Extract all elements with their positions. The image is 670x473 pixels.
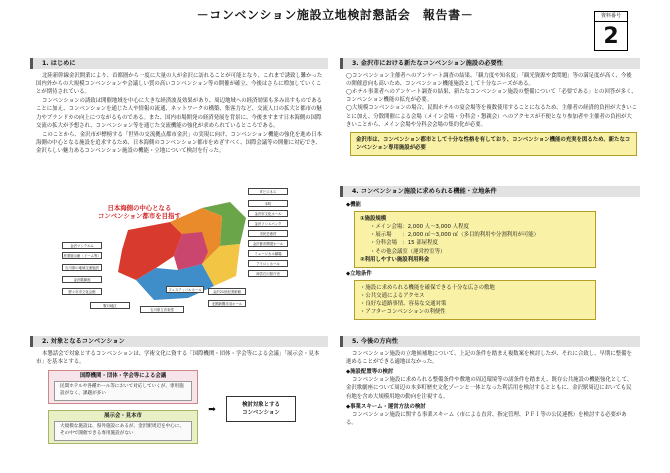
- map-label: 鞍月地区: [90, 302, 130, 309]
- target-convention-box: 検討対象とする コンベンション: [226, 396, 296, 422]
- facility-box: [354, 211, 596, 268]
- s3-item: ◯ホテル事業者へのアンケート調査の結果、新たなコンベンション施設の整備について「必要である」との回答が多く、コンベンション機能の拡充が必要。: [346, 89, 637, 104]
- map-label: 金沢歌劇座: [62, 276, 102, 283]
- map-label: ミュージカル劇場: [248, 250, 288, 257]
- s1-paragraph: このことから、金沢市が標榜する「世界の交流拠点都市金沢」の実現に向け、コンベンション機能の強化を進め日本海側の中心となる施設を追求するため、日本海側のコンベンション都市をめざすべく、国際会議等の開催に対応でき、金沢らしい魅力あるコンベンション施設の機能・立地について検討を行った。: [36, 131, 322, 154]
- map-label: 金沢都市開発ホール: [248, 240, 288, 247]
- location-item: ・良好な道路事情、容易な交通対策: [360, 301, 447, 308]
- s1-paragraph: 北陸新幹線金沢開業により、首都圏から一度に大量の人が金沢に訪れることが可能となり、これまで誘致し難かった国内外からの大規模コンベンションや会議しい質の高いコンベンション等の開催が確立、今後はさらに増加していくことが期待されている。: [36, 73, 323, 96]
- facility-scale-label: ①施設規模: [360, 216, 387, 223]
- section-4-title: 4. コンベンション施設に求められる機能・立地条件: [340, 186, 640, 197]
- map-label: 北國新聞赤羽ホール: [208, 300, 246, 307]
- s5-text: コンベンション施設に関する事業スキーム（市による直営、指定管理、ＰＦＩ等の公民連携）を検討する必要がある。: [346, 411, 627, 426]
- box-conference-title: 国際機関・団体・学会等による会議: [79, 373, 167, 380]
- facility-item: ・メイン会場：2,000 人～3,000 人程度: [370, 224, 469, 231]
- section-3: [340, 58, 640, 156]
- s5-heading: ◆事業スキーム・運営方法の検討: [346, 403, 426, 410]
- map-label: 金沢市文化ホール: [248, 210, 288, 217]
- map-label: 石川県の地域交流施設: [62, 264, 102, 271]
- s3-item: ◯コンベンション主催者へのアンケート調査の結果、「観力度や知名度」「観光資源や食問題」等の満足度が高く、今後の開催意向も高いため、コンベンション機能施設として十分なニーズがある。: [346, 73, 632, 88]
- map-label: 市民芸術村: [248, 230, 288, 237]
- s1-paragraph: コンベンションの誘致は開催地域を中心に大きな経済波及効果があり、周辺地域への経済効果も多み出すものであることに加え、コンベンションを通じた人や情報の流通、ネットワークの構築、集客力など、交流人口の拡大と都市の魅力やブランドカの向上につながるものである。また、国内市場開発の経済発展を背景に、今後ますます日本海側の国際交流の拡大が予想され、コンベンション等を通じた交流機能の強化が求められているところである。: [36, 98, 323, 129]
- map-label: 金沢21世紀美術館: [208, 288, 246, 295]
- box-exhibition-item: 大規模な施設は、県外施設にあるが、金沢駅周辺を中心に、その中で開催できる専用施設がない: [54, 421, 192, 441]
- report-title: －コンベンション施設立地検討懇話会 報告書－: [196, 8, 474, 22]
- location-label: ◆立地条件: [346, 270, 372, 277]
- section-5-title: 5. 今後の方向性: [340, 336, 640, 347]
- convention-map: [63, 188, 290, 318]
- map-label: 金沢マンテルム: [62, 242, 102, 249]
- location-item: ・施設に求められる機能を確保できる十分な広さの敷地: [360, 284, 495, 291]
- section-5: [340, 336, 640, 428]
- location-item: ・アフターコンベンションの利便性: [360, 309, 446, 316]
- s3-conclusion: 金沢市は、コンベンション都市として十分な性格を有しており、コンベンション機能の充実を図るため、新たなコンベンション専用施設が必要: [350, 132, 637, 156]
- section-2: [30, 336, 328, 458]
- s5-heading: ◆施設配置等の検討: [346, 369, 394, 376]
- map-label: 神宮石川県庁舎: [248, 270, 288, 277]
- facility-item: ・その他会議室（運営控室等）: [370, 248, 446, 255]
- s3-item: ◯大規模コンベンションの場合、民間ホテルの宴会場等を複数使用することになるため、主催者の経済的負担が大きいことに加え、分散開催による会場（メイン会場・分科会・懇親会）へのアクセスが不便となり参加者や主催者の負担が大きいことから、メイン会場や分科会会場の集約化が必要。: [346, 105, 638, 128]
- s5-text: コンベンション施設に求められる整備条件や敷地の周辺環境等の諸条件を踏まえ、既存公共施設の機能強化として、金沢歌劇座について周辺の本多町歴史文化ゾーンと一体となった利活用を検討するとともに、金沢駅周辺においても民有地を含め大規模用地の動向を注視する。: [346, 377, 633, 400]
- box-conference-item: 民間ホテルや各種ホール等において対応していくが、専用施設がなく、課題が多い: [54, 381, 192, 401]
- s5-paragraph: コンベンション施設の立地候補地について、上記の条件を踏まえ複数案を検討したが、それに合致し、早期に整備を進めることができる適地はなかった。: [346, 351, 632, 366]
- location-box: [354, 280, 596, 320]
- map-headline: 日本海側の中心となる コンベンション都市を目指す: [98, 204, 181, 221]
- map-label: 野々市市文化会館: [62, 288, 102, 295]
- section-3-title: 3. 金沢市における新たなコンベンション施設の必要性: [340, 58, 640, 69]
- map-label: 本町: [248, 200, 288, 207]
- map-label: アイロンホール: [248, 260, 288, 267]
- section-1-title: 1. はじめに: [30, 58, 328, 69]
- doc-number-label: 資料番号: [595, 12, 627, 22]
- location-item: ・公共交通によるアクセス: [360, 292, 425, 299]
- func-label: ◆機能: [346, 202, 361, 208]
- section-2-title: 2. 対象となるコンベンション: [30, 336, 328, 347]
- s2-diagram: [30, 368, 328, 458]
- facility-item: ・分科会場 ：15 部屋程度: [370, 240, 438, 247]
- facility-item: ・展示場 ：2,000 ㎡～3,000 ㎡（多目的利用や分割利用が可能）: [370, 232, 540, 239]
- map-label: ITビジネス: [248, 188, 288, 195]
- section-4: [340, 186, 640, 320]
- section-1: [30, 58, 328, 156]
- map-label: 金沢ソシエパック: [248, 220, 288, 227]
- map-label: フェスティバルホール: [166, 286, 204, 293]
- box-conference: [48, 370, 198, 404]
- box-exhibition: [48, 410, 198, 444]
- box-exhibition-title: 展示会・見本市: [104, 413, 142, 420]
- arrow-icon: ➡: [208, 405, 216, 416]
- map-label: 産業展示館（ドーム等）: [63, 253, 101, 258]
- doc-number-badge: [594, 11, 628, 51]
- fee-label: ②利用しやすい施設利用料金: [360, 256, 430, 263]
- s2-intro: 本懇話会で対象とするコンベンションは、学術文化に資する「国際機関・団体・学会等による会議」「展示会・見本市」を基本とする。: [36, 351, 320, 366]
- map-label: 石川県立音楽堂: [140, 306, 184, 313]
- doc-number: 2: [603, 24, 619, 49]
